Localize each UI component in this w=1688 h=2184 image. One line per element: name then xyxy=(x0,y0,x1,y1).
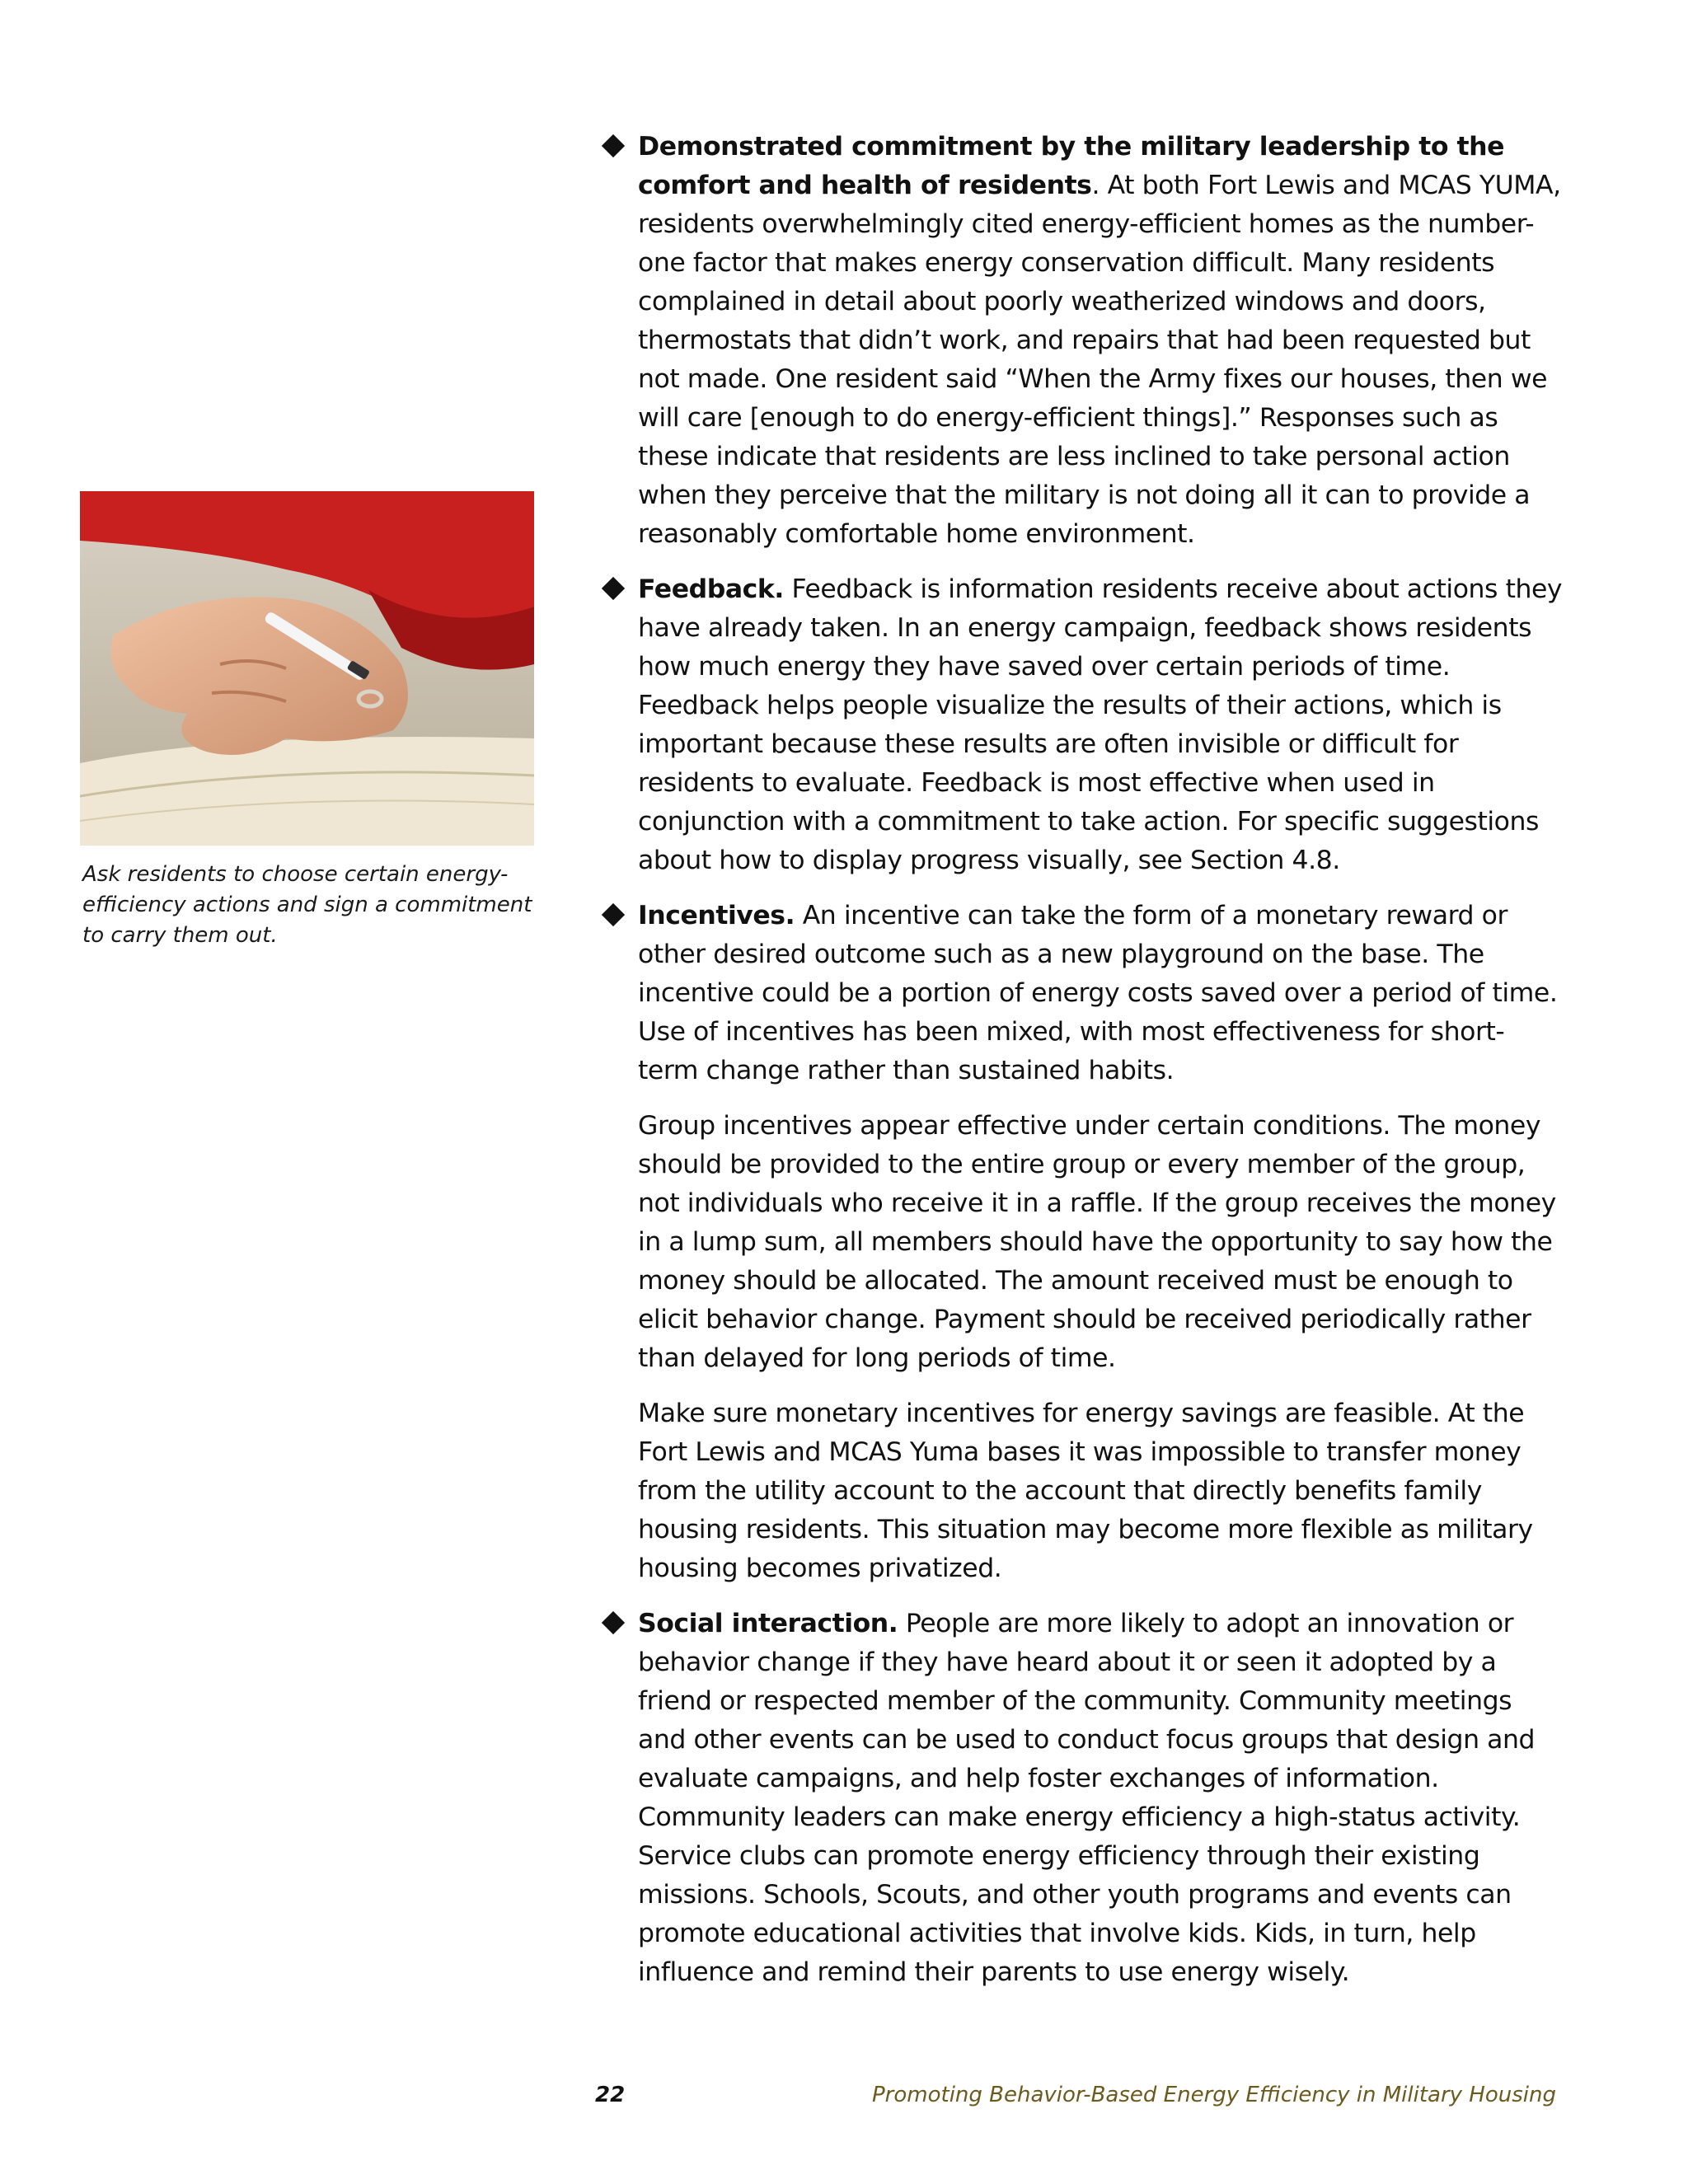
bullet-body: An incentive can take the form of a monetary reward or other desired outcome such as a new playground on the base. The incentive could be a portion of energy costs saved over a period of time. Use of incentives has been mixed, with most effectiveness for short-term change rather than sustained habits. xyxy=(638,901,1558,1085)
bullet-item-incentives xyxy=(600,897,1564,1588)
hand-holding-pen-photo xyxy=(80,491,534,846)
bullet-lead: Social interaction. xyxy=(638,1609,898,1638)
bullet-item-social xyxy=(600,1605,1564,1992)
photo-caption: Ask residents to choose certain energy-efficiency actions and sign a commitment to carry them out. xyxy=(82,862,532,948)
bullet-body: . At both Fort Lewis and MCAS YUMA, residents overwhelmingly cited energy-efficient homes as the number-one factor that makes energy conservation difficult. Many residents complained in detail about poorly weatherized windows and doors, thermostats that didn’t work, and repairs that had been requested but not made. One resident said “When the Army fixes our houses, then we will care [enough to do energy-efficient things].” Responses such as these indicate that residents are less inclined to take personal action when they perceive that the military is not doing all it can to provide a reasonably comfortable home environment. xyxy=(638,171,1561,549)
bullet-body: Feedback is information residents receive about actions they have already taken. In an energy campaign, feedback shows residents how much energy they have saved over certain periods of time. Feedback helps people visualize the results of their actions, which is important because these results are often invisible or difficult for residents to evaluate. Feedback is most effective when used in conjunction with a commitment to take action. For specific suggestions about how to display progress visually, see Section 4.8. xyxy=(638,574,1563,875)
bullet-lead: Demonstrated commitment by the military leadership to the comfort and health of residents xyxy=(638,132,1505,200)
bullet-item-feedback xyxy=(600,570,1564,880)
bullet-paragraph xyxy=(638,897,1564,1090)
diamond-bullet-icon xyxy=(602,134,625,157)
bullet-lead: Feedback. xyxy=(638,574,784,604)
bullet-lead: Incentives. xyxy=(638,901,795,930)
bullet-paragraph xyxy=(638,128,1564,554)
bullet-body: People are more likely to adopt an innovation or behavior change if they have heard about it or seen it adopted by a friend or respected member of the community. Community meetings and other events can be used to conduct focus groups that design and evaluate campaigns, and help foster exchanges of information. Community leaders can make energy efficiency a high-status activity. Service clubs can promote energy efficiency through their existing missions. Schools, Scouts, and other youth programs and events can promote educational activities that involve kids. Kids, in turn, help influence and remind their parents to use energy wisely. xyxy=(638,1609,1536,1987)
photo-illustration xyxy=(80,491,534,846)
bullet-item-commitment xyxy=(600,128,1564,554)
diamond-bullet-icon xyxy=(602,577,625,600)
bullet-paragraph xyxy=(638,570,1564,880)
diamond-bullet-icon xyxy=(602,1611,625,1634)
bullet-paragraph xyxy=(638,1605,1564,1992)
running-title: Promoting Behavior-Based Energy Efficiency in Military Housing xyxy=(872,2083,1556,2107)
incentives-paragraph-group: Group incentives appear effective under certain conditions. The money should be provided to the entire group or every member of the group, not individuals who receive it in a raffle. If the group receives the money in a lump sum, all members should have the opportunity to say how the money should be allocated. The amount received must be enough to elicit behavior change. Payment should be received periodically rather than delayed for long periods of time. xyxy=(638,1111,1556,1373)
incentives-paragraph-feasible: Make sure monetary incentives for energy savings are feasible. At the Fort Lewis and MCAS Yuma bases it was impossible to transfer money from the utility account to the account that directly benefits family housing residents. This situation may become more flexible as military housing becomes privatized. xyxy=(638,1399,1533,1583)
page-number: 22 xyxy=(595,2083,626,2107)
diamond-bullet-icon xyxy=(602,903,625,926)
main-column xyxy=(600,128,1564,2008)
